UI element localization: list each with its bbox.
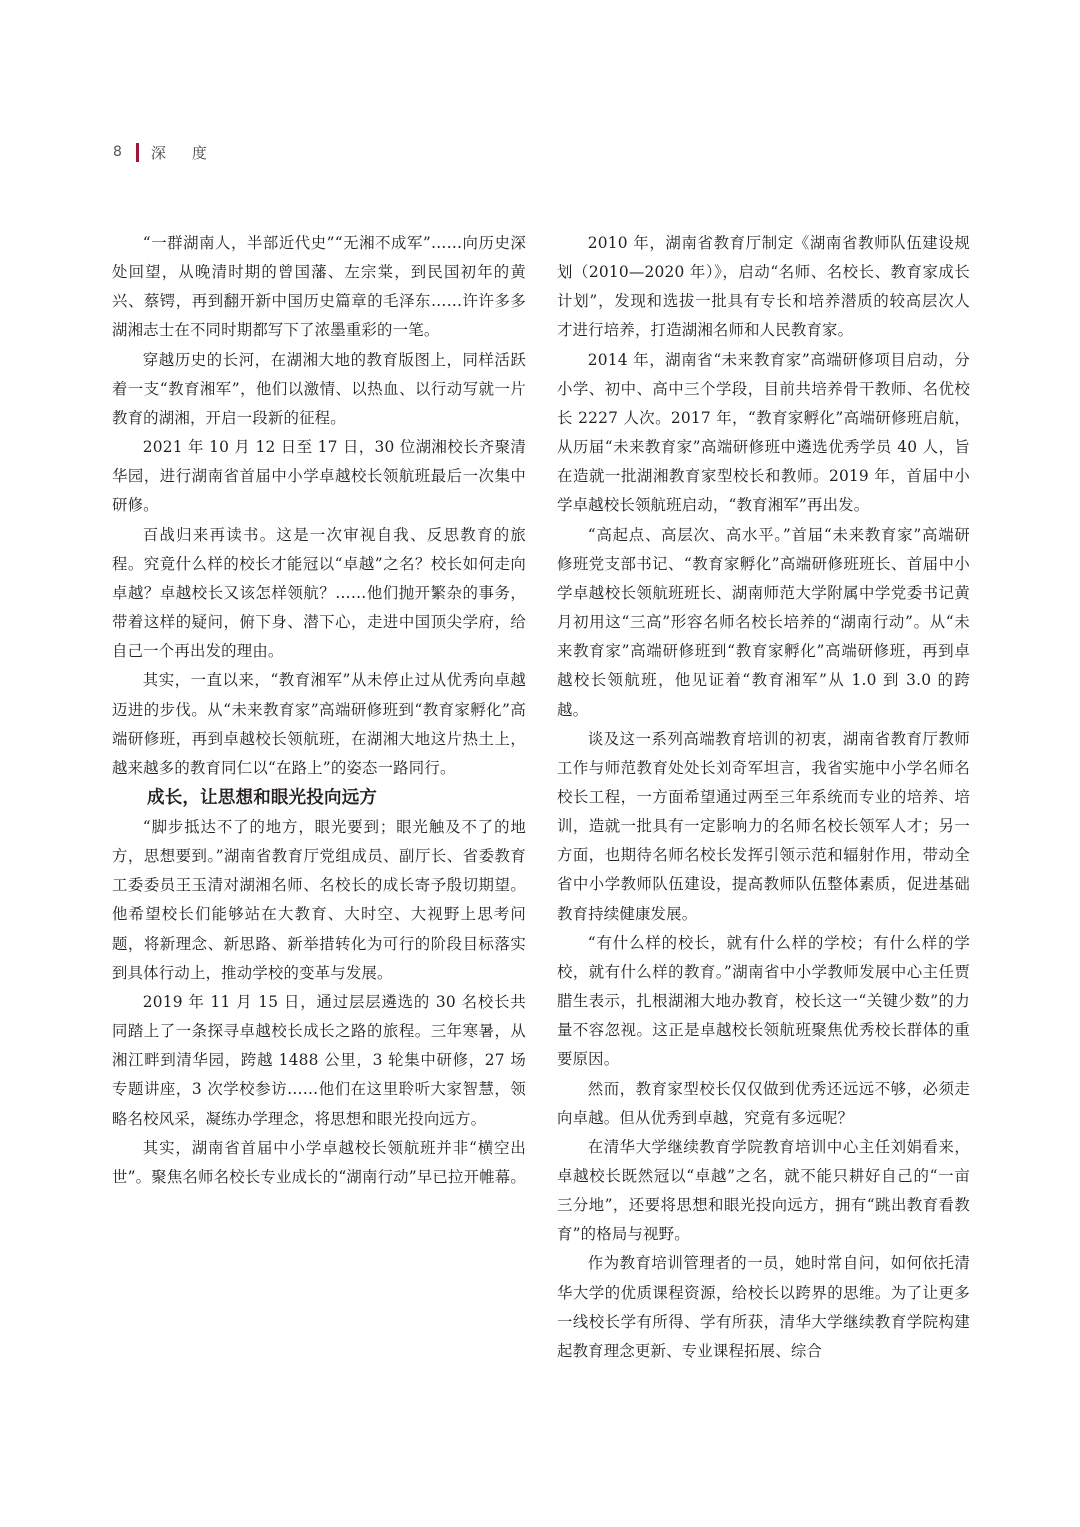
paragraph: 穿越历史的长河，在湖湘大地的教育版图上，同样活跃着一支“教育湘军”，他们以激情、以热血、以行动写就一片教育的湖湘，开启一段新的征程。: [112, 350, 526, 427]
right-column: [557, 229, 970, 1366]
header-accent-bar: [136, 143, 139, 162]
section-title: 深度: [150, 143, 233, 162]
paragraph: 2019 年 11 月 15 日，通过层层遴选的 30 名校长共同踏上了一条探寻卓越校长成长之路的旅程。三年寒暑，从湘江畔到清华园，跨越 1488 公里，3 轮集中研修，27 场专题讲座，3 次学校参访……他们在这里聆听大家智慧，领略名校风采，凝练办学理念，将思想和眼光投向远方。: [112, 992, 526, 1128]
page-number: 8: [113, 144, 122, 160]
paragraph: 作为教育培训管理者的一员，她时常自问，如何依托清华大学的优质课程资源，给校长以跨界的思维。为了让更多一线校长学有所得、学有所获，清华大学继续教育学院构建起教育理念更新、专业课程拓展、综合: [557, 1254, 970, 1360]
paragraph: 其实，湖南省首届中小学卓越校长领航班并非“横空出世”。聚焦名师名校长专业成长的“湖南行动”早已拉开帷幕。: [112, 1138, 526, 1186]
paragraph: “一群湖南人，半部近代史”“无湘不成军”……向历史深处回望，从晚清时期的曾国藩、左宗棠，到民国初年的黄兴、蔡锷，再到翻开新中国历史篇章的毛泽东……许许多多湖湘志士在不同时期都写下了浓墨重彩的一笔。: [112, 234, 526, 340]
paragraph: 然而，教育家型校长仅仅做到优秀还远远不够，必须走向卓越。但从优秀到卓越，究竟有多远呢？: [557, 1079, 970, 1127]
paragraph: “高起点、高层次、高水平。”首届“未来教育家”高端研修班党支部书记、“教育家孵化”高端研修班班长、首届中小学卓越校长领航班班长、湖南师范大学附属中学党委书记黄月初用这“三高”形容名师名校长培养的“湖南行动”。从“未来教育家”高端研修班到“教育家孵化”高端研修班，再到卓越校长领航班，他见证着“教育湘军”从 1.0 到 3.0 的跨越。: [557, 525, 970, 719]
paragraph: 2010 年，湖南省教育厅制定《湖南省教师队伍建设规划（2010—2020 年）》，启动“名师、名校长、教育家成长计划”，发现和选拔一批具有专长和培养潜质的较高层次人才进行培养，打造湖湘名师和人民教育家。: [557, 234, 970, 340]
paragraph: 百战归来再读书。这是一次审视自我、反思教育的旅程。究竟什么样的校长才能冠以“卓越”之名？校长如何走向卓越？卓越校长又该怎样领航？……他们抛开繁杂的事务，带着这样的疑问，俯下身、潜下心，走进中国顶尖学府，给自己一个再出发的理由。: [112, 525, 526, 661]
left-column: [112, 229, 526, 1192]
paragraph: “脚步抵达不了的地方，眼光要到；眼光触及不了的地方，思想要到。”湖南省教育厅党组成员、副厅长、省委教育工委委员王玉清对湖湘名师、名校长的成长寄予殷切期望。他希望校长们能够站在大教育、大时空、大视野上思考问题，将新理念、新思路、新举措转化为可行的阶段目标落实到具体行动上，推动学校的变革与发展。: [112, 817, 526, 982]
paragraph: 谈及这一系列高端教育培训的初衷，湖南省教育厅教师工作与师范教育处处长刘奇军坦言，我省实施中小学名师名校长工程，一方面希望通过两至三年系统而专业的培养、培训，造就一批具有一定影响力的名师名校长领军人才；另一方面，也期待名师名校长发挥引领示范和辐射作用，带动全省中小学教师队伍建设，提高教师队伍整体素质，促进基础教育持续健康发展。: [557, 729, 970, 923]
paragraph: 2021 年 10 月 12 日至 17 日，30 位湖湘校长齐聚清华园，进行湖南省首届中小学卓越校长领航班最后一次集中研修。: [112, 438, 526, 515]
paragraph: 在清华大学继续教育学院教育培训中心主任刘娟看来，卓越校长既然冠以“卓越”之名，就不能只耕好自己的“一亩三分地”，还要将思想和眼光投向远方，拥有“跳出教育看教育”的格局与视野。: [557, 1137, 970, 1244]
page-header: [113, 140, 233, 164]
section-heading: 成长，让思想和眼光投向远方: [147, 787, 378, 808]
paragraph: “有什么样的校长，就有什么样的学校；有什么样的学校，就有什么样的教育。”湖南省中小学教师发展中心主任贾腊生表示，扎根湖湘大地办教育，校长这一“关键少数”的力量不容忽视。这正是卓越校长领航班聚焦优秀校长群体的重要原因。: [557, 933, 970, 1069]
paragraph: 其实，一直以来，“教育湘军”从未停止过从优秀向卓越迈进的步伐。从“未来教育家”高端研修班到“教育家孵化”高端研修班，再到卓越校长领航班，在湖湘大地这片热土上，越来越多的教育同仁以“在路上”的姿态一路同行。: [112, 671, 526, 777]
paragraph: 2014 年，湖南省“未来教育家”高端研修项目启动，分小学、初中、高中三个学段，目前共培养骨干教师、名优校长 2227 人次。2017 年，“教育家孵化”高端研修班启航，从历届“未来教育家”高端研修班中遴选优秀学员 40 人，旨在造就一批湖湘教育家型校长和教师。2019 年，首届中小学卓越校长领航班启动，“教育湘军”再出发。: [557, 350, 970, 515]
